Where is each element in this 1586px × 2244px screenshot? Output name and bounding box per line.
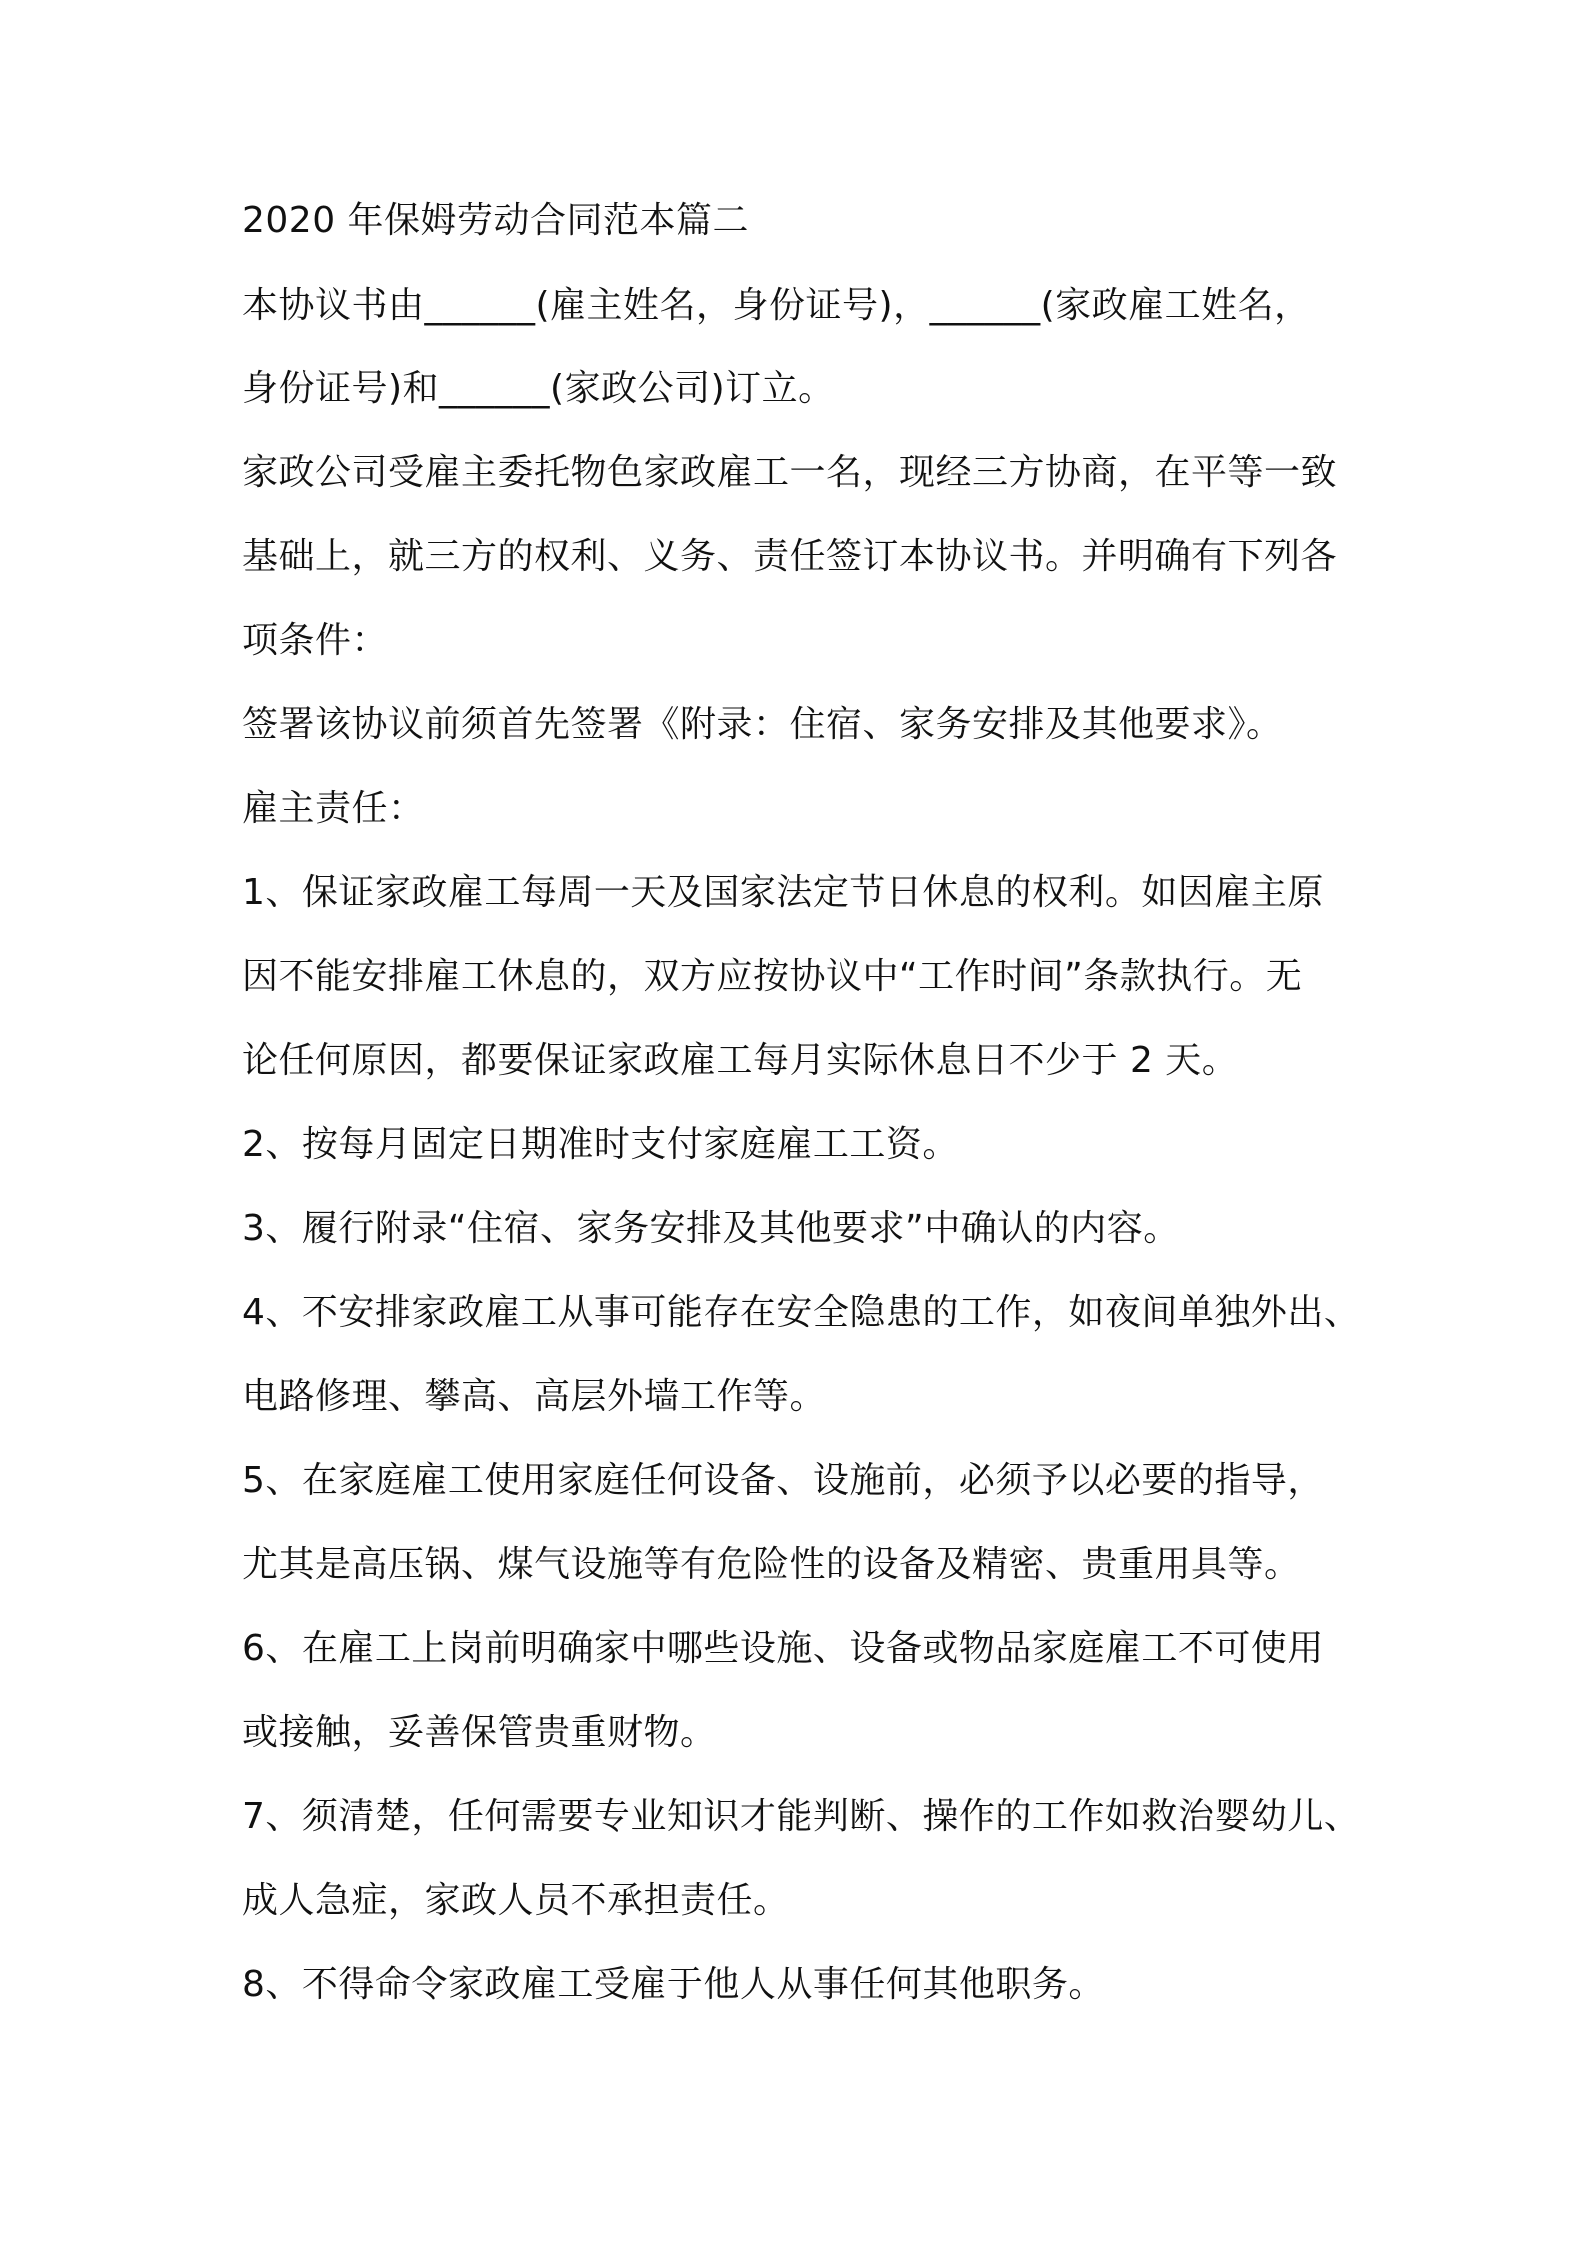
document-line: 家政公司受雇主委托物色家政雇工一名，现经三方协商，在平等一致 — [242, 452, 1338, 493]
document-line: 因不能安排雇工休息的，双方应按协议中“工作时间”条款执行。无 — [242, 956, 1303, 997]
document-line: 2、按每月固定日期准时支付家庭雇工工资。 — [242, 1124, 959, 1165]
document-line: 8、不得命令家政雇工受雇于他人从事任何其他职务。 — [242, 1964, 1105, 2005]
document-line: 1、保证家政雇工每周一天及国家法定节日休息的权利。如因雇主原 — [242, 872, 1324, 913]
document-line: 本协议书由______(雇主姓名，身份证号)，______(家政雇工姓名， — [242, 285, 1311, 326]
document-line: 论任何原因，都要保证家政雇工每月实际休息日不少于 2 天。 — [242, 1040, 1239, 1081]
document-title: 2020 年保姆劳动合同范本篇二 — [242, 200, 750, 241]
document-line: 雇主责任： — [242, 788, 425, 829]
document-line: 电路修理、攀高、高层外墙工作等。 — [242, 1376, 827, 1417]
document-line: 4、不安排家政雇工从事可能存在安全隐患的工作，如夜间单独外出、 — [242, 1292, 1361, 1333]
document-line: 尤其是高压锅、煤气设施等有危险性的设备及精密、贵重用具等。 — [242, 1544, 1301, 1585]
document-line: 基础上，就三方的权利、义务、责任签订本协议书。并明确有下列各 — [242, 536, 1338, 577]
document-line: 或接触，妥善保管贵重财物。 — [242, 1712, 717, 1753]
document-line: 签署该协议前须首先签署《附录：住宿、家务安排及其他要求》。 — [242, 704, 1283, 745]
document-line: 5、在家庭雇工使用家庭任何设备、设施前，必须予以必要的指导， — [242, 1460, 1324, 1501]
document-line: 身份证号)和______(家政公司)订立。 — [242, 368, 835, 409]
document-line: 7、须清楚，任何需要专业知识才能判断、操作的工作如救治婴幼儿、 — [242, 1796, 1361, 1837]
document-line: 3、履行附录“住宿、家务安排及其他要求”中确认的内容。 — [242, 1208, 1180, 1249]
document-line: 项条件： — [242, 620, 389, 661]
document-line: 6、在雇工上岗前明确家中哪些设施、设备或物品家庭雇工不可使用 — [242, 1628, 1324, 1669]
document-line: 成人急症，家政人员不承担责任。 — [242, 1880, 790, 1921]
